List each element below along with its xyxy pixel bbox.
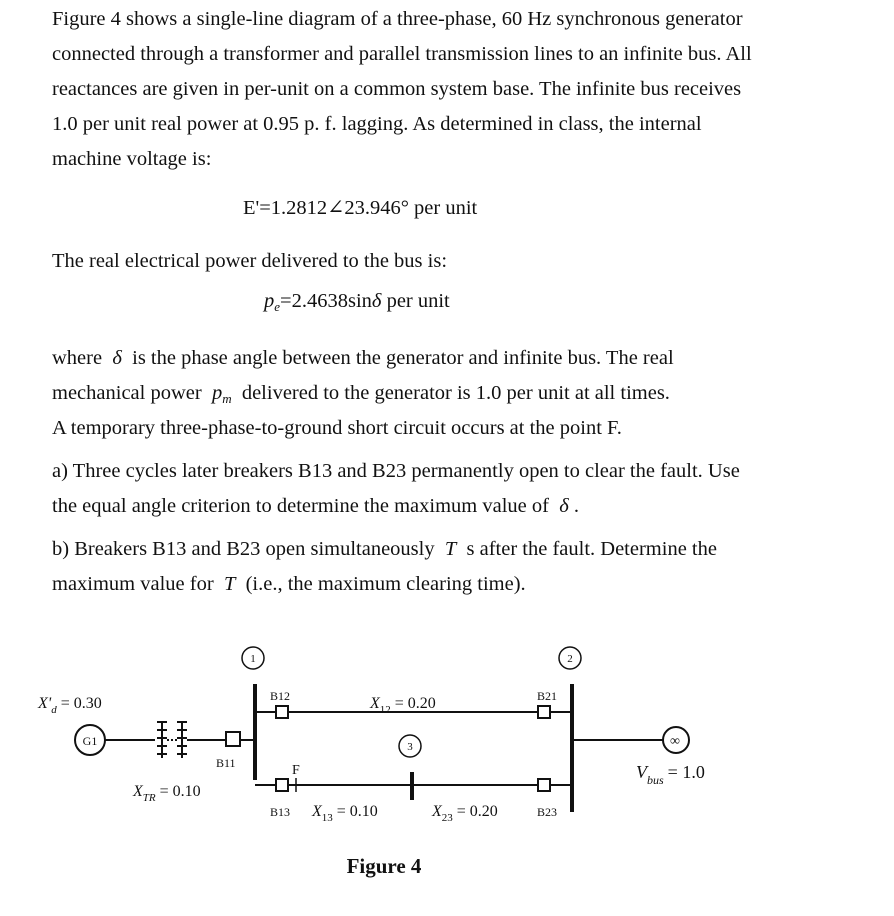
part-b-text-b: s after the fault. Determine the xyxy=(466,538,717,560)
eq1-angle: 23.946° xyxy=(344,197,409,219)
eq2-unit: per unit xyxy=(386,290,450,312)
transformer-symbol xyxy=(157,722,187,758)
part-a-line-1: a) Three cycles later breakers B13 and B23 permanently open to clear the fault. Use xyxy=(52,460,740,482)
bus-1-label: 1 xyxy=(250,653,256,665)
part-b-T2: T xyxy=(223,573,236,595)
eq2-equals: = xyxy=(280,290,292,312)
intro-line-5: machine voltage is: xyxy=(52,148,212,170)
where-line-2 xyxy=(52,380,670,412)
bus-2-label: 2 xyxy=(567,653,573,665)
single-line-diagram xyxy=(0,630,894,916)
x23-label: $X_{23} = 0.20$ xyxy=(432,803,498,824)
where-text-b: is the phase angle between the generator and infinite bus. The real xyxy=(132,347,674,369)
b13-label: B13 xyxy=(270,805,291,819)
fault-label: F xyxy=(292,763,300,778)
b11-label: B11 xyxy=(216,756,236,770)
where-text-a: where xyxy=(52,347,103,369)
angle-symbol: ∠ xyxy=(327,197,345,219)
power-intro: The real electrical power delivered to the bus is: xyxy=(52,250,448,272)
vbus-label: $V_{bus} = 1.0$ xyxy=(636,762,705,787)
eq2-p: p xyxy=(264,290,275,312)
part-b-T: T xyxy=(444,538,457,560)
eq2-delta: δ xyxy=(371,290,382,312)
figure-caption: Figure 4 xyxy=(346,854,422,878)
b21-label: B21 xyxy=(537,689,558,703)
eq2-coef: 2.4638 xyxy=(291,290,348,312)
where-line-3: A temporary three-phase-to-ground short circuit occurs at the point F. xyxy=(52,417,622,439)
part-b-text-c: maximum value for xyxy=(52,573,214,595)
part-b-text-d: (i.e., the maximum clearing time). xyxy=(245,573,526,595)
x13-label: $X_{13} = 0.10$ xyxy=(312,803,378,824)
where-text-c: mechanical power xyxy=(52,382,202,404)
eq2-sub: e xyxy=(274,299,281,314)
xtr-label: $X_{TR} = 0.10$ xyxy=(133,783,201,804)
infinity-label: ∞ xyxy=(670,734,680,749)
bus-3-label: 3 xyxy=(407,741,413,753)
intro-line-3: reactances are given in per-unit on a common system base. The infinite bus receives xyxy=(52,78,742,100)
breaker-b11 xyxy=(226,732,240,746)
intro-line-1: Figure 4 shows a single-line diagram of a three-phase, 60 Hz synchronous generator xyxy=(52,8,743,30)
eq2-sin: sin xyxy=(347,290,372,312)
breaker-b13 xyxy=(276,779,288,791)
eq1-lhs: E' xyxy=(243,197,260,219)
intro-line-2: connected through a transformer and parallel transmission lines to an infinite bus. All xyxy=(52,43,752,65)
b23-label: B23 xyxy=(537,805,558,819)
where-text-d: delivered to the generator is 1.0 per unit at all times. xyxy=(241,382,670,404)
part-a-dot: . xyxy=(573,495,579,517)
part-a-line-2 xyxy=(52,493,579,519)
part-b-line-1 xyxy=(52,536,717,562)
b12-label: B12 xyxy=(270,689,291,703)
breaker-b21 xyxy=(538,706,550,718)
where-line-1 xyxy=(52,345,674,371)
generator-label: G1 xyxy=(82,734,98,748)
part-a-delta: δ xyxy=(559,495,569,517)
equation-internal-voltage xyxy=(243,195,477,220)
eq1-unit: per unit xyxy=(414,197,478,219)
breaker-b12 xyxy=(276,706,288,718)
eq1-equals: = xyxy=(259,197,271,219)
part-a-text: the equal angle criterion to determine the maximum value of xyxy=(52,495,549,517)
part-b-text-a: b) Breakers B13 and B23 open simultaneously xyxy=(52,538,435,560)
xd-label: $X'_d = 0.30$ xyxy=(38,695,102,716)
breaker-b23 xyxy=(538,779,550,791)
where-pm: p xyxy=(211,382,223,404)
where-delta: δ xyxy=(112,347,122,369)
eq1-magnitude: 1.2812 xyxy=(270,197,328,219)
x12-label: $X_{12} = 0.20$ xyxy=(370,695,436,716)
where-pm-sub: m xyxy=(222,391,232,406)
intro-line-4: 1.0 per unit real power at 0.95 p. f. lagging. As determined in class, the internal xyxy=(52,113,702,135)
part-b-line-2 xyxy=(52,571,526,597)
equation-power xyxy=(264,290,450,315)
